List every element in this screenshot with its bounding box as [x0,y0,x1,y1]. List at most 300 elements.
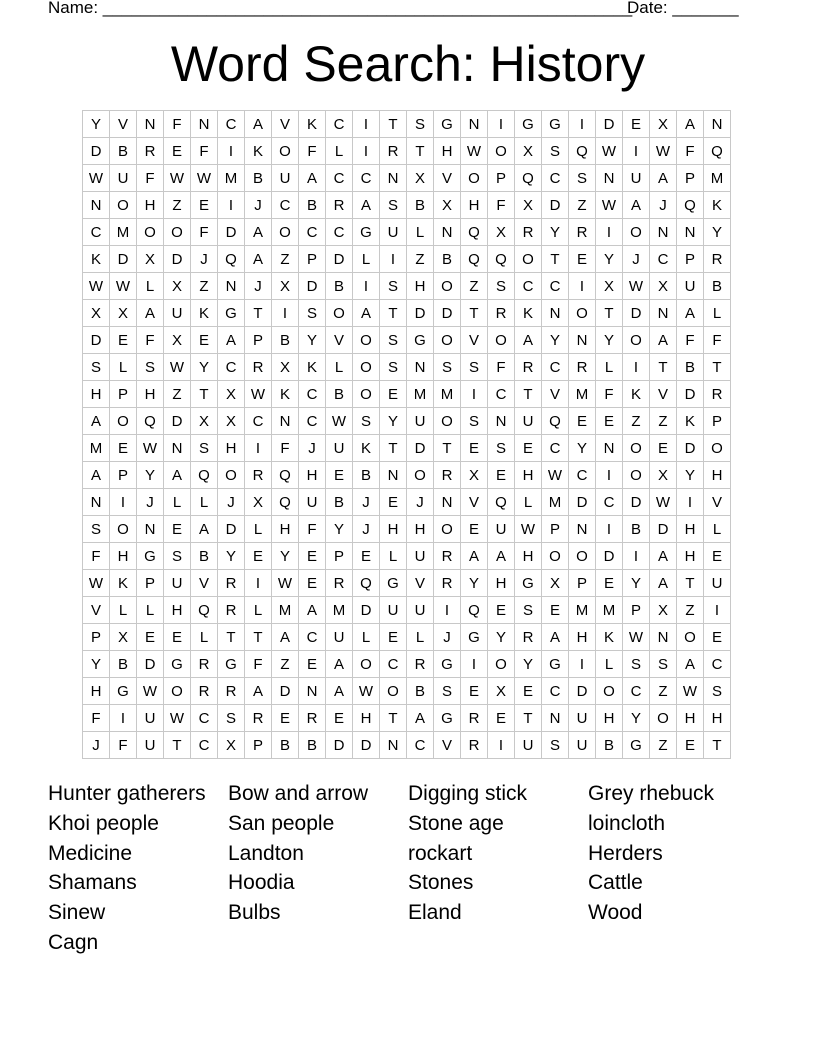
grid-cell: A [83,462,110,489]
grid-cell: S [164,543,191,570]
grid-cell: K [245,138,272,165]
grid-cell: L [596,354,623,381]
grid-cell: S [488,273,515,300]
grid-cell: I [623,354,650,381]
word-list-item: Bulbs [228,901,281,925]
grid-cell: L [353,624,380,651]
grid-cell: L [704,516,731,543]
grid-cell: J [299,435,326,462]
grid-cell: V [461,489,488,516]
grid-cell: U [326,435,353,462]
grid-cell: E [380,381,407,408]
grid-cell: D [407,435,434,462]
grid-cell: A [677,300,704,327]
grid-cell: S [650,651,677,678]
grid-cell: M [407,381,434,408]
grid-cell: B [407,678,434,705]
grid-cell: E [461,516,488,543]
grid-cell: I [596,462,623,489]
grid-cell: D [218,516,245,543]
grid-cell: X [542,570,569,597]
grid-cell: T [245,624,272,651]
grid-cell: W [596,192,623,219]
grid-cell: Z [650,408,677,435]
grid-cell: E [191,327,218,354]
grid-cell: S [380,354,407,381]
grid-cell: O [380,678,407,705]
word-list-item: Stone age [408,811,504,835]
grid-cell: Z [164,381,191,408]
grid-cell: S [191,435,218,462]
grid-cell: N [137,516,164,543]
grid-cell: X [110,624,137,651]
grid-cell: Q [461,597,488,624]
grid-cell: Q [515,165,542,192]
grid-cell: A [245,678,272,705]
grid-cell: V [272,111,299,138]
grid-cell: B [596,732,623,759]
grid-cell: S [299,300,326,327]
grid-cell: T [191,381,218,408]
grid-cell: W [110,273,137,300]
grid-cell: N [569,516,596,543]
grid-cell: M [569,381,596,408]
grid-cell: S [434,354,461,381]
grid-cell: D [299,273,326,300]
grid-cell: L [407,624,434,651]
grid-cell: Q [488,489,515,516]
grid-cell: A [488,543,515,570]
grid-cell: A [326,651,353,678]
grid-cell: O [353,327,380,354]
grid-cell: I [596,516,623,543]
grid-cell: A [461,543,488,570]
grid-cell: H [569,624,596,651]
grid-cell: T [704,732,731,759]
grid-cell: C [515,273,542,300]
grid-cell: D [353,597,380,624]
grid-cell: O [623,327,650,354]
grid-cell: E [704,624,731,651]
grid-cell: C [299,408,326,435]
grid-cell: S [83,516,110,543]
grid-cell: G [623,732,650,759]
grid-cell: N [218,273,245,300]
grid-cell: Q [272,462,299,489]
grid-cell: X [164,273,191,300]
grid-cell: R [245,354,272,381]
grid-cell: Y [191,354,218,381]
grid-cell: D [569,489,596,516]
grid-cell: X [191,408,218,435]
grid-cell: U [488,516,515,543]
grid-cell: K [299,111,326,138]
grid-cell: T [515,381,542,408]
grid-cell: B [110,138,137,165]
grid-cell: B [272,732,299,759]
grid-cell: W [164,705,191,732]
grid-cell: W [164,354,191,381]
grid-cell: O [272,219,299,246]
grid-cell: N [569,327,596,354]
grid-cell: I [353,111,380,138]
grid-cell: P [569,570,596,597]
grid-cell: O [218,462,245,489]
grid-cell: L [191,489,218,516]
grid-cell: X [218,732,245,759]
word-list-item: Sinew [48,901,106,925]
grid-cell: U [407,543,434,570]
grid-cell: K [272,381,299,408]
grid-cell: E [515,678,542,705]
grid-cell: K [353,435,380,462]
grid-cell: A [137,300,164,327]
grid-cell: B [677,354,704,381]
grid-cell: R [299,705,326,732]
grid-cell: W [542,462,569,489]
grid-cell: T [704,354,731,381]
grid-cell: F [137,327,164,354]
grid-cell: U [110,165,137,192]
grid-cell: D [137,651,164,678]
grid-cell: U [407,597,434,624]
grid-cell: Y [272,543,299,570]
grid-cell: T [542,246,569,273]
grid-cell: N [407,354,434,381]
grid-cell: Y [677,462,704,489]
grid-cell: P [245,732,272,759]
grid-cell: C [488,381,515,408]
grid-cell: Z [623,408,650,435]
grid-cell: G [110,678,137,705]
grid-cell: V [461,327,488,354]
grid-cell: O [569,543,596,570]
grid-cell: T [164,732,191,759]
grid-cell: B [407,192,434,219]
grid-cell: R [488,300,515,327]
grid-cell: I [353,138,380,165]
grid-cell: Q [191,597,218,624]
grid-cell: X [515,192,542,219]
grid-cell: T [380,111,407,138]
grid-cell: Z [461,273,488,300]
grid-cell: H [218,435,245,462]
grid-cell: U [704,570,731,597]
name-field-line: Name: ________________________________________________________ [48,0,633,17]
grid-cell: B [110,651,137,678]
grid-cell: C [542,273,569,300]
grid-cell: O [488,327,515,354]
grid-cell: O [353,381,380,408]
grid-cell: L [704,300,731,327]
grid-cell: N [434,489,461,516]
grid-cell: H [596,705,623,732]
grid-cell: P [110,381,137,408]
grid-cell: C [542,678,569,705]
grid-cell: D [677,381,704,408]
grid-cell: X [245,489,272,516]
grid-cell: G [542,111,569,138]
grid-cell: K [191,300,218,327]
grid-cell: X [272,273,299,300]
grid-cell: Q [488,246,515,273]
grid-cell: O [623,435,650,462]
grid-cell: G [434,651,461,678]
grid-cell: A [650,165,677,192]
grid-cell: X [272,354,299,381]
grid-cell: L [110,597,137,624]
grid-cell: D [326,732,353,759]
grid-cell: O [569,300,596,327]
grid-cell: I [218,138,245,165]
word-list-item: Khoi people [48,811,159,835]
word-list-item: Hoodia [228,871,295,895]
grid-cell: H [83,678,110,705]
grid-cell: Y [326,516,353,543]
grid-cell: R [515,354,542,381]
grid-cell: C [191,732,218,759]
grid-cell: T [380,435,407,462]
grid-cell: Y [569,435,596,462]
grid-cell: F [299,516,326,543]
grid-cell: N [461,111,488,138]
grid-cell: O [110,408,137,435]
grid-cell: Q [542,408,569,435]
grid-cell: Y [488,624,515,651]
grid-cell: I [461,651,488,678]
grid-cell: D [650,516,677,543]
grid-cell: Z [191,273,218,300]
grid-cell: W [164,165,191,192]
grid-cell: S [380,192,407,219]
grid-cell: J [434,624,461,651]
grid-cell: W [245,381,272,408]
word-list-item: Herders [588,841,663,865]
grid-cell: N [488,408,515,435]
grid-cell: L [596,651,623,678]
grid-cell: A [542,624,569,651]
grid-cell: T [677,570,704,597]
grid-cell: O [434,273,461,300]
grid-cell: N [542,300,569,327]
grid-cell: N [677,219,704,246]
grid-cell: F [488,192,515,219]
grid-cell: N [380,732,407,759]
grid-cell: U [569,732,596,759]
grid-cell: W [137,435,164,462]
grid-cell: B [245,165,272,192]
grid-cell: K [596,624,623,651]
grid-cell: V [704,489,731,516]
grid-cell: E [272,705,299,732]
grid-cell: A [650,327,677,354]
grid-cell: O [515,246,542,273]
grid-cell: U [380,219,407,246]
grid-cell: D [542,192,569,219]
grid-cell: R [434,543,461,570]
grid-cell: E [461,678,488,705]
grid-cell: D [434,300,461,327]
grid-cell: C [218,354,245,381]
grid-cell: G [515,111,542,138]
grid-cell: E [137,624,164,651]
grid-cell: C [353,165,380,192]
grid-cell: E [569,408,596,435]
grid-cell: Z [272,651,299,678]
grid-cell: X [137,246,164,273]
grid-cell: O [434,327,461,354]
grid-cell: P [326,543,353,570]
grid-cell: H [677,543,704,570]
grid-cell: R [461,705,488,732]
grid-cell: L [137,597,164,624]
grid-cell: E [596,570,623,597]
grid-cell: G [461,624,488,651]
grid-cell: R [245,462,272,489]
word-list-item: Cattle [588,871,643,895]
grid-cell: D [623,300,650,327]
grid-cell: O [326,300,353,327]
grid-cell: P [110,462,137,489]
grid-cell: N [596,165,623,192]
grid-cell: J [245,273,272,300]
grid-cell: A [272,624,299,651]
word-list-item: Landton [228,841,304,865]
grid-cell: C [326,219,353,246]
word-list-item: Medicine [48,841,133,865]
grid-cell: E [164,516,191,543]
grid-cell: Q [569,138,596,165]
grid-cell: B [434,246,461,273]
grid-cell: S [218,705,245,732]
grid-cell: A [299,597,326,624]
grid-cell: O [488,651,515,678]
grid-cell: H [515,543,542,570]
grid-cell: P [488,165,515,192]
grid-cell: C [218,111,245,138]
grid-cell: Q [353,570,380,597]
grid-cell: I [569,651,596,678]
grid-cell: R [434,570,461,597]
grid-cell: R [515,624,542,651]
grid-cell: D [677,435,704,462]
grid-cell: F [245,651,272,678]
grid-cell: Q [677,192,704,219]
grid-cell: D [623,489,650,516]
grid-cell: S [542,138,569,165]
grid-cell: F [677,138,704,165]
grid-cell: T [380,300,407,327]
grid-cell: Y [380,408,407,435]
grid-cell: E [380,624,407,651]
grid-cell: N [542,705,569,732]
grid-cell: X [434,192,461,219]
grid-cell: Z [569,192,596,219]
grid-cell: M [272,597,299,624]
grid-cell: U [299,489,326,516]
grid-cell: L [380,543,407,570]
grid-cell: J [245,192,272,219]
grid-cell: Z [407,246,434,273]
grid-cell: N [299,678,326,705]
grid-cell: O [623,462,650,489]
grid-cell: I [272,300,299,327]
grid-cell: H [380,516,407,543]
word-list [48,780,768,959]
grid-cell: O [353,651,380,678]
grid-cell: X [164,327,191,354]
grid-cell: Y [542,219,569,246]
grid-cell: I [596,219,623,246]
grid-cell: B [623,516,650,543]
grid-cell: Y [218,543,245,570]
grid-cell: E [191,192,218,219]
grid-cell: I [218,192,245,219]
grid-cell: A [245,219,272,246]
grid-cell: V [542,381,569,408]
grid-cell: W [623,624,650,651]
grid-cell: W [83,570,110,597]
grid-cell: P [137,570,164,597]
grid-cell: H [407,273,434,300]
grid-cell: X [650,462,677,489]
grid-cell: J [353,516,380,543]
grid-cell: X [650,111,677,138]
grid-cell: T [461,300,488,327]
grid-cell: A [245,246,272,273]
grid-cell: R [191,678,218,705]
grid-cell: D [110,246,137,273]
grid-cell: L [407,219,434,246]
grid-cell: O [110,192,137,219]
grid-cell: I [110,489,137,516]
grid-cell: H [110,543,137,570]
grid-cell: S [461,354,488,381]
grid-cell: Y [596,246,623,273]
grid-cell: I [245,435,272,462]
grid-cell: C [83,219,110,246]
grid-cell: C [326,165,353,192]
grid-cell: Y [596,327,623,354]
grid-cell: S [569,165,596,192]
grid-cell: D [407,300,434,327]
grid-cell: U [164,570,191,597]
grid-cell: H [515,462,542,489]
grid-cell: K [623,381,650,408]
grid-cell: A [83,408,110,435]
grid-cell: W [677,678,704,705]
grid-cell: N [596,435,623,462]
grid-cell: W [650,138,677,165]
grid-cell: Z [650,678,677,705]
grid-cell: U [326,624,353,651]
grid-cell: N [83,192,110,219]
grid-cell: R [704,381,731,408]
grid-cell: O [704,435,731,462]
grid-cell: E [164,138,191,165]
grid-cell: Y [704,219,731,246]
grid-cell: X [650,597,677,624]
grid-cell: I [488,111,515,138]
grid-cell: V [83,597,110,624]
grid-cell: V [110,111,137,138]
grid-cell: J [353,489,380,516]
word-list-item: Grey rhebuck [588,782,715,805]
grid-cell: G [218,300,245,327]
grid-cell: N [434,219,461,246]
grid-cell: S [380,273,407,300]
word-list-item: Eland [408,901,462,925]
